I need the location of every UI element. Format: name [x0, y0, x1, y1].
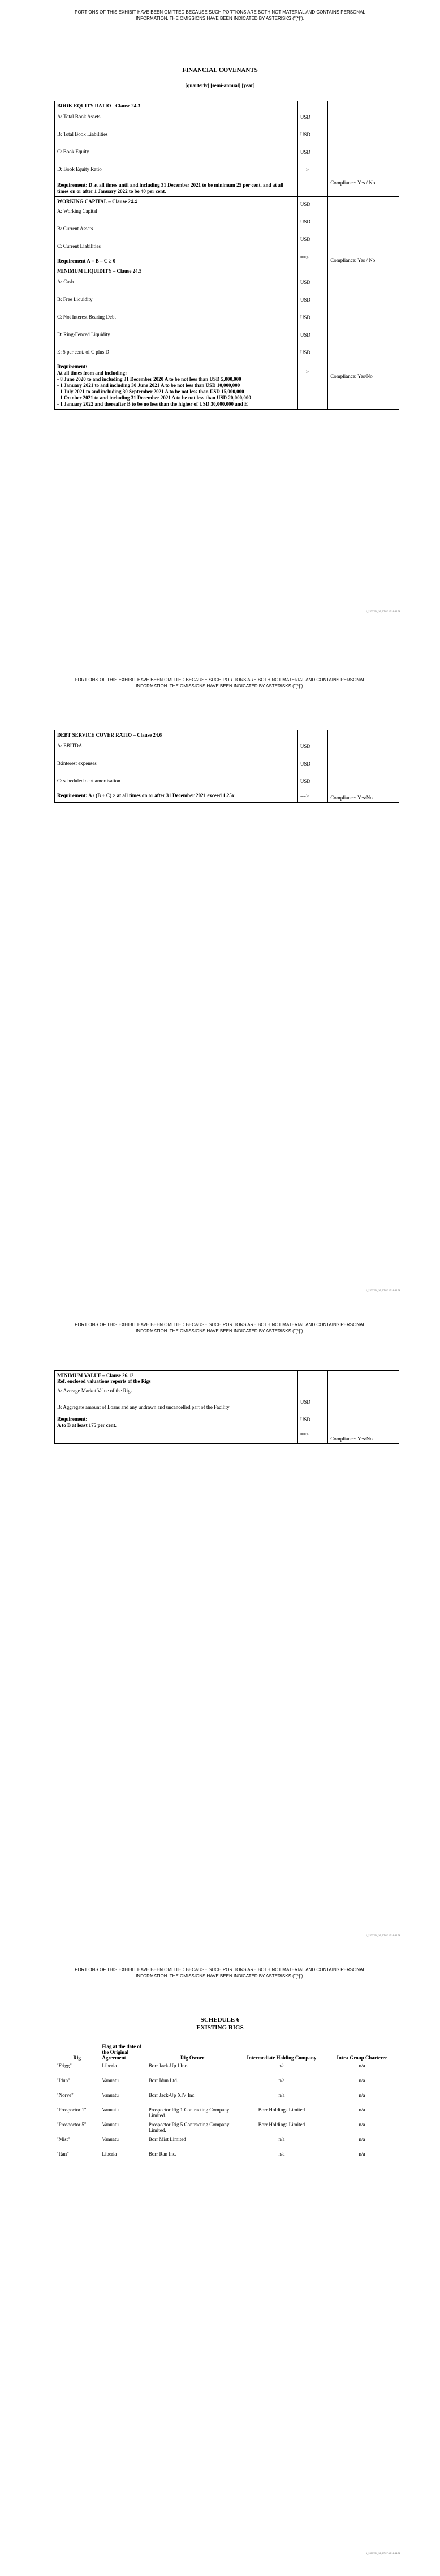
row-label: B: Current Assets — [57, 226, 93, 231]
table-cell: n/a — [359, 2063, 365, 2068]
unit-label: USD — [300, 149, 310, 155]
table-cell: n/a — [359, 2092, 365, 2098]
table-cell: "Prospector 5" — [57, 2122, 87, 2127]
table-cell: n/a — [278, 2078, 285, 2083]
table-cell: Borr Mist Limited — [148, 2136, 186, 2142]
schedule-subtitle: EXISTING RIGS — [196, 2024, 244, 2031]
row-label: C: scheduled debt amortisation — [57, 778, 120, 784]
requirement-line: - 1 October 2021 to and including 31 December 2021 A to be not less than USD 20,000,000 — [57, 395, 251, 401]
requirement-title: Requirement: — [57, 364, 88, 369]
page-footer: 1_1373754_16, 07.07.10 16:51.36 — [365, 2552, 400, 2555]
compliance-text: Compliance: Yes / No — [330, 180, 376, 186]
table-row — [54, 2150, 399, 2165]
unit-label: USD — [300, 315, 310, 320]
column-header: Rig — [73, 2055, 81, 2061]
table-cell: "Ran" — [57, 2151, 69, 2157]
row-label: C: Not Interest Bearing Debt — [57, 314, 116, 320]
page-3 — [0, 1313, 440, 1958]
row-label: D: Book Equity Ratio — [57, 166, 102, 172]
rigs-table-body — [54, 2062, 399, 2165]
section-subheader: Ref. enclosed valuations reports of the Rigs — [57, 1378, 151, 1384]
table-cell: n/a — [359, 2151, 365, 2157]
table-row — [54, 2135, 399, 2150]
arrow-mark: ==> — [300, 369, 309, 375]
section-header: MINIMUM VALUE – Clause 26.12 — [57, 1373, 134, 1378]
table-cell: n/a — [359, 2136, 365, 2142]
table-cell: n/a — [278, 2063, 285, 2068]
page-4 — [0, 1958, 440, 2576]
unit-label: USD — [300, 297, 310, 303]
unit-label: USD — [300, 350, 310, 355]
compliance-text: Compliance: Yes/No — [330, 373, 373, 379]
row-label: A: Average Market Value of the Rigs — [57, 1388, 133, 1394]
column-header: Intermediate Holding Company — [247, 2055, 317, 2061]
unit-label: USD — [300, 236, 310, 242]
arrow-mark: ==> — [300, 255, 309, 260]
table-cell: n/a — [359, 2107, 365, 2113]
row-label: C: Book Equity — [57, 149, 89, 154]
column-header: Intra-Group Charterer — [337, 2055, 387, 2061]
row-label: A: EBITDA — [57, 743, 83, 749]
row-label: B: Total Book Liabilities — [57, 131, 108, 137]
table-cell: Vanuatu — [102, 2107, 119, 2113]
table-cell: Prospector Rig 1 Contracting Company Limited. — [148, 2107, 230, 2118]
page-footer: 1_1373754_16, 07.07.10 16:51.36 — [365, 610, 400, 613]
compliance-text: Compliance: Yes/No — [330, 1436, 373, 1442]
schedule-title: SCHEDULE 6 — [200, 2016, 240, 2023]
table-row — [54, 2106, 399, 2121]
row-label: A: Working Capital — [57, 208, 97, 214]
table-cell: Prospector Rig 5 Contracting Company Limited. — [148, 2122, 230, 2133]
section-header: DEBT SERVICE COVER RATIO – Clause 24.6 — [57, 732, 162, 738]
arrow-mark: ==> — [300, 167, 309, 173]
table-cell: Borr Jack-Up XIV Inc. — [148, 2092, 196, 2098]
table-cell: n/a — [278, 2151, 285, 2157]
table-row — [54, 2076, 399, 2091]
page-footer: 1_1373754_16, 07.07.10 16:51.36 — [365, 1289, 400, 1292]
omission-notice: PORTIONS OF THIS EXHIBIT HAVE BEEN OMITTED BECAUSE SUCH PORTIONS ARE BOTH NOT MATERIAL AND CONTAINS PERSONAL INFORMATION. THE OMISSIONS HAVE BEEN INDICATED BY ASTERISKS ("[*]"). — [75, 677, 365, 689]
row-label: B:interest expenses — [57, 760, 97, 766]
requirement-line: - 8 June 2020 to and including 31 December 2020 A to be not less than USD 5,000,000 — [57, 376, 241, 382]
dscr-table — [54, 730, 399, 803]
column-header: Flag at the date of the Original Agreement — [102, 2044, 141, 2061]
row-label: E: 5 per cent. of C plus D — [57, 349, 109, 355]
table-cell: "Idun" — [57, 2078, 70, 2083]
unit-label: USD — [300, 1399, 310, 1405]
table-cell: Borr Holdings Limited — [258, 2107, 305, 2113]
arrow-mark: ==> — [300, 793, 309, 799]
table-cell: Vanuatu — [102, 2136, 119, 2142]
page-title: FINANCIAL COVENANTS — [182, 67, 258, 74]
unit-label: USD — [300, 743, 310, 749]
table-cell: "Mist" — [57, 2136, 70, 2142]
table-cell: n/a — [278, 2092, 285, 2098]
requirement-line: At all times from and including: — [57, 370, 127, 376]
section-header: WORKING CAPITAL – Clause 24.4 — [57, 199, 137, 204]
minimum-value-table — [54, 1370, 399, 1444]
table-row — [54, 2062, 399, 2076]
section-header: BOOK EQUITY RATIO - Clause 24.3 — [57, 103, 141, 109]
table-cell: Borr Ran Inc. — [148, 2151, 177, 2157]
requirement-line: - 1 January 2021 to and including 30 June 2021 A to be not less than USD 10,000,000 — [57, 382, 240, 388]
table-cell: n/a — [278, 2136, 285, 2142]
table-cell: Vanuatu — [102, 2092, 119, 2098]
table-cell: Borr Holdings Limited — [258, 2122, 305, 2127]
requirement-text: A to B at least 175 per cent. — [57, 1422, 117, 1428]
row-label: B: Free Liquidity — [57, 296, 93, 302]
page-footer: 1_1373754_16, 07.07.10 16:51.36 — [365, 1934, 400, 1937]
compliance-text: Compliance: Yes / No — [330, 257, 376, 263]
table-cell: Vanuatu — [102, 2122, 119, 2127]
existing-rigs-table — [54, 2042, 399, 2165]
table-cell: "Norve" — [57, 2092, 74, 2098]
unit-label: USD — [300, 219, 310, 225]
unit-label: USD — [300, 132, 310, 137]
omission-notice: PORTIONS OF THIS EXHIBIT HAVE BEEN OMITTED BECAUSE SUCH PORTIONS ARE BOTH NOT MATERIAL AND CONTAINS PERSONAL INFORMATION. THE OMISSIONS HAVE BEEN INDICATED BY ASTERISKS ("[*]"). — [75, 10, 365, 21]
table-cell: Vanuatu — [102, 2078, 119, 2083]
unit-label: USD — [300, 279, 310, 285]
book-equity-table — [54, 101, 399, 410]
table-cell: Borr Idun Ltd. — [148, 2078, 179, 2083]
row-label: D: Ring-Fenced Liquidity — [57, 332, 110, 337]
unit-label: USD — [300, 779, 310, 784]
table-cell: "Prospector 1" — [57, 2107, 87, 2113]
row-label: A: Cash — [57, 279, 74, 285]
requirement-text: Requirement: A / (B + C) ≥ at all times on or after 31 December 2021 exceed 1.25x — [57, 793, 235, 798]
requirement-text: Requirement A = B – C ≥ 0 — [57, 258, 116, 264]
omission-notice: PORTIONS OF THIS EXHIBIT HAVE BEEN OMITTED BECAUSE SUCH PORTIONS ARE BOTH NOT MATERIAL AND CONTAINS PERSONAL INFORMATION. THE OMISSIONS HAVE BEEN INDICATED BY ASTERISKS ("[*]"). — [75, 1322, 365, 1334]
row-label: C: Current Liabilities — [57, 243, 101, 249]
row-label: B: Aggregate amount of Loans and any undrawn and uncancelled part of the Facility — [57, 1404, 230, 1410]
table-row — [54, 2121, 399, 2135]
table-cell: Liberia — [102, 2151, 117, 2157]
omission-notice: PORTIONS OF THIS EXHIBIT HAVE BEEN OMITTED BECAUSE SUCH PORTIONS ARE BOTH NOT MATERIAL AND CONTAINS PERSONAL INFORMATION. THE OMISSIONS HAVE BEEN INDICATED BY ASTERISKS ("[*]"). — [75, 1967, 365, 1979]
requirement-title: Requirement: — [57, 1416, 88, 1422]
page-subtitle: [quarterly] [semi-annual] [year] — [185, 83, 255, 88]
table-cell: Borr Jack-Up I Inc. — [148, 2063, 188, 2068]
unit-label: USD — [300, 201, 310, 207]
requirement-line: - 1 July 2021 to and including 30 September 2021 A to be not less than USD 15,000,000 — [57, 389, 244, 394]
compliance-text: Compliance: Yes/No — [330, 795, 373, 801]
requirement-line: - 1 January 2022 and thereafter B to be no less than the higher of USD 30,000,000 and E — [57, 401, 248, 407]
table-cell: n/a — [359, 2078, 365, 2083]
requirement-text: Requirement: D at all times until and including 31 December 2021 to be minimum 25 per cent. and at all times on or after 1 January 2022 to be 40 per cent. — [57, 182, 283, 194]
section-header: MINIMUM LIQUIDITY – Clause 24.5 — [57, 268, 142, 274]
unit-label: USD — [300, 761, 310, 767]
arrow-mark: ==> — [300, 1431, 309, 1437]
unit-label: USD — [300, 1417, 310, 1422]
page-1 — [0, 0, 440, 668]
table-row — [54, 2091, 399, 2106]
column-header: Rig Owner — [180, 2055, 205, 2061]
unit-label: USD — [300, 114, 310, 120]
table-cell: "Frigg" — [57, 2063, 72, 2068]
unit-label: USD — [300, 332, 310, 338]
page-2 — [0, 668, 440, 1313]
table-cell: Liberia — [102, 2063, 117, 2068]
row-label: A: Total Book Assets — [57, 114, 101, 119]
table-cell: n/a — [359, 2122, 365, 2127]
